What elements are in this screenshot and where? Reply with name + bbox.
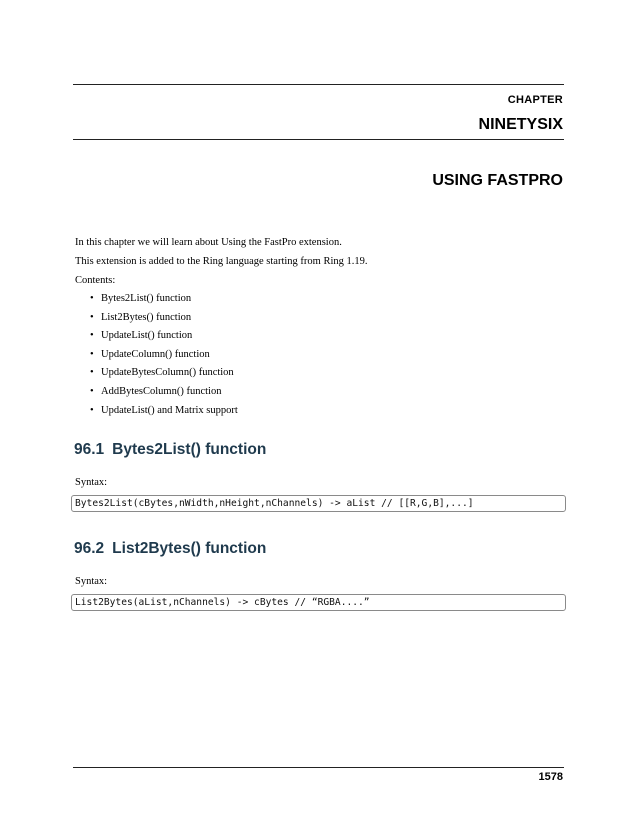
contents-item-label: Bytes2List() function bbox=[101, 293, 192, 304]
contents-item[interactable] bbox=[90, 311, 238, 330]
contents-item[interactable] bbox=[90, 292, 238, 311]
contents-item[interactable] bbox=[90, 348, 238, 367]
contents-item[interactable] bbox=[90, 385, 238, 404]
code-text: Bytes2List(cBytes,nWidth,nHeight,nChannels) -> aList // [[R,G,B],...] bbox=[75, 498, 474, 509]
contents-item-label: List2Bytes() function bbox=[101, 311, 192, 323]
bullet-icon: • bbox=[90, 367, 94, 379]
intro-line-2: This extension is added to the Ring language starting from Ring 1.19. bbox=[75, 256, 368, 267]
contents-item-label: UpdateList() function bbox=[101, 330, 193, 342]
footer-rule bbox=[73, 767, 564, 768]
header-bottom-rule bbox=[73, 139, 564, 140]
contents-label: Contents: bbox=[75, 275, 116, 286]
bullet-icon: • bbox=[90, 330, 94, 342]
chapter-label: CHAPTER bbox=[507, 94, 563, 106]
section-number: 96.2 bbox=[74, 540, 105, 557]
header-top-rule bbox=[73, 84, 564, 85]
chapter-title: USING FASTPRO bbox=[432, 172, 563, 189]
syntax-label: Syntax: bbox=[75, 576, 108, 587]
code-text: List2Bytes(aList,nChannels) -> cBytes // “RGBA....” bbox=[75, 597, 370, 608]
bullet-icon: • bbox=[90, 404, 94, 416]
bullet-icon: • bbox=[90, 348, 94, 360]
code-block bbox=[71, 594, 566, 611]
intro-line-1: In this chapter we will learn about Using the FastPro extension. bbox=[75, 237, 342, 248]
contents-item-label: AddBytesColumn() function bbox=[101, 385, 222, 397]
bullet-icon: • bbox=[90, 293, 94, 304]
section-number: 96.1 bbox=[74, 441, 105, 458]
contents-list bbox=[90, 292, 238, 422]
section-heading-bytes2list bbox=[74, 441, 266, 459]
chapter-name: NINETYSIX bbox=[478, 116, 563, 133]
syntax-label: Syntax: bbox=[75, 477, 108, 488]
section-title: List2Bytes() function bbox=[112, 540, 267, 557]
contents-item-label: UpdateColumn() function bbox=[101, 348, 210, 360]
code-block bbox=[71, 495, 566, 512]
bullet-icon: • bbox=[90, 311, 94, 323]
section-heading-list2bytes bbox=[74, 540, 266, 558]
contents-item[interactable] bbox=[90, 404, 238, 423]
bullet-icon: • bbox=[90, 385, 94, 397]
section-title: Bytes2List() function bbox=[112, 441, 267, 458]
page-number: 1578 bbox=[538, 771, 563, 783]
contents-item[interactable] bbox=[90, 366, 238, 385]
contents-item[interactable] bbox=[90, 329, 238, 348]
contents-item-label: UpdateBytesColumn() function bbox=[101, 367, 234, 379]
contents-item-label: UpdateList() and Matrix support bbox=[101, 404, 238, 416]
